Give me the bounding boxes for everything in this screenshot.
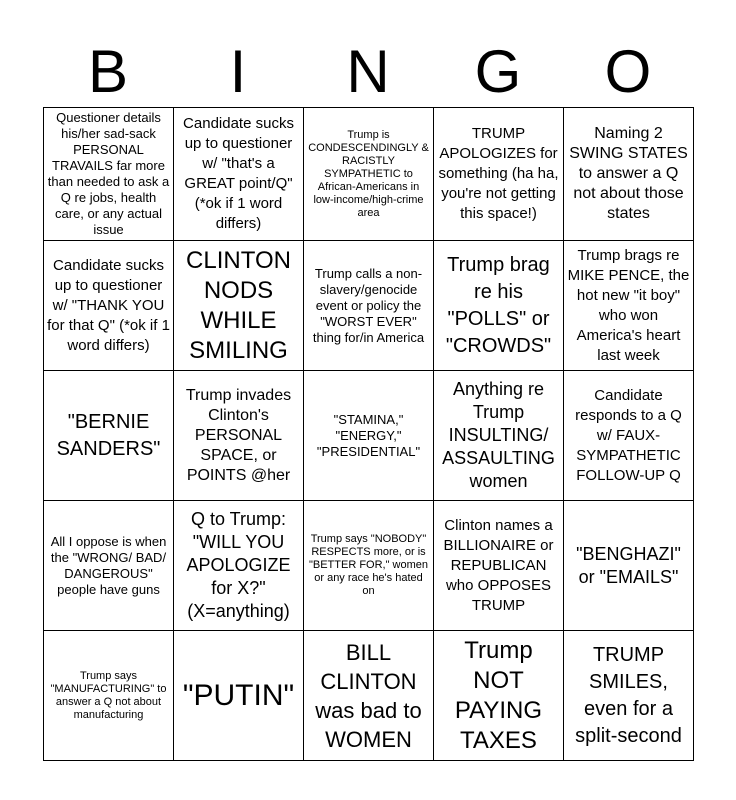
cell-text: TRUMP APOLOGIZES for something (ha ha, you're not getting this space!) xyxy=(438,125,559,222)
bingo-cell-5-4[interactable] xyxy=(434,631,564,761)
bingo-cell-1-4[interactable] xyxy=(434,108,564,241)
cell-text: Questioner details his/her sad-sack PERSONAL TRAVAILS far more than needed to ask a Q re jobs, health care, or any actual issue xyxy=(47,110,170,237)
cell-text: Naming 2 SWING STATES to answer a Q not about those states xyxy=(569,125,688,222)
bingo-cell-1-2[interactable] xyxy=(174,108,304,241)
cell-text: Trump brag re his "POLLS" or "CROWDS" xyxy=(445,253,552,357)
cell-text: Trump invades Clinton's PERSONAL SPACE, or POINTS @her xyxy=(185,386,292,484)
bingo-cell-4-3[interactable] xyxy=(304,501,434,631)
bingo-cell-3-1[interactable] xyxy=(44,371,174,501)
bingo-cell-3-3[interactable] xyxy=(304,371,434,501)
bingo-cell-3-2[interactable] xyxy=(174,371,304,501)
cell-text: Trump says "NOBODY" RESPECTS more, or is "BETTER FOR," women or any race he's hated on xyxy=(308,533,429,597)
cell-text: Trump brags re MIKE PENCE, the hot new "it boy" who won America's heart last week xyxy=(567,246,690,364)
bingo-title xyxy=(43,36,693,108)
bingo-row-3 xyxy=(44,371,694,501)
cell-text: CLINTON NODS WHILE SMILING xyxy=(186,246,291,364)
bingo-row-5 xyxy=(44,631,694,761)
cell-text: "BENGHAZI" or "EMAILS" xyxy=(576,543,681,587)
cell-text: "BERNIE SANDERS" xyxy=(56,410,161,460)
bingo-cell-2-1[interactable] xyxy=(44,241,174,371)
cell-text: "PUTIN" xyxy=(182,678,295,712)
cell-text: Candidate responds to a Q w/ FAUX-SYMPATHETIC FOLLOW-UP Q xyxy=(575,386,682,484)
bingo-grid xyxy=(43,107,694,761)
cell-text: Trump says "MANUFACTURING" to answer a Q not about manufacturing xyxy=(50,669,167,721)
bingo-cell-4-2[interactable] xyxy=(174,501,304,631)
cell-text: Candidate sucks up to questioner w/ "that's a GREAT point/Q" (*ok if 1 word differs) xyxy=(183,115,294,232)
bingo-cell-2-2[interactable] xyxy=(174,241,304,371)
cell-text: TRUMP SMILES, even for a split-second xyxy=(575,643,682,747)
title-letter-g: G xyxy=(474,38,522,105)
cell-text: Trump is CONDESCENDINGLY & RACISTLY SYMPATHETIC to African-Americans in low-income/high-crime area xyxy=(308,128,429,219)
title-letter-b: B xyxy=(87,38,129,105)
bingo-row-1 xyxy=(44,108,694,241)
bingo-cell-1-5[interactable] xyxy=(564,108,694,241)
bingo-cell-4-4[interactable] xyxy=(434,501,564,631)
bingo-cell-1-1[interactable] xyxy=(44,108,174,241)
bingo-row-4 xyxy=(44,501,694,631)
title-letter-o: O xyxy=(604,38,652,105)
bingo-cell-5-2[interactable] xyxy=(174,631,304,761)
bingo-cell-3-4[interactable] xyxy=(434,371,564,501)
bingo-cell-5-3[interactable] xyxy=(304,631,434,761)
cell-text: Clinton names a BILLIONAIRE or REPUBLICAN who OPPOSES TRUMP xyxy=(443,516,554,614)
cell-text: BILL CLINTON was bad to WOMEN xyxy=(315,639,422,752)
bingo-cell-5-5[interactable] xyxy=(564,631,694,761)
bingo-cell-5-1[interactable] xyxy=(44,631,174,761)
bingo-cell-3-5[interactable] xyxy=(564,371,694,501)
cell-text: Trump NOT PAYING TAXES xyxy=(454,636,543,754)
cell-text: Anything re Trump INSULTING/ ASSAULTING women xyxy=(442,379,555,491)
bingo-row-2 xyxy=(44,241,694,371)
bingo-cell-2-4[interactable] xyxy=(434,241,564,371)
cell-text: Trump calls a non-slavery/genocide event or policy the "WORST EVER" thing for/in America xyxy=(312,265,425,345)
title-letter-i: I xyxy=(229,38,247,105)
bingo-cell-4-5[interactable] xyxy=(564,501,694,631)
bingo-cell-4-1[interactable] xyxy=(44,501,174,631)
bingo-cell-2-5[interactable] xyxy=(564,241,694,371)
cell-text: "STAMINA," "ENERGY," "PRESIDENTIAL" xyxy=(316,411,421,459)
title-letter-n: N xyxy=(346,38,390,105)
bingo-cell-2-3[interactable] xyxy=(304,241,434,371)
cell-text: All I oppose is when the "WRONG/ BAD/ DANGEROUS" people have guns xyxy=(50,533,167,597)
cell-text: Candidate sucks up to questioner w/ "THANK YOU for that Q" (*ok if 1 word differs) xyxy=(47,256,170,354)
cell-text: Q to Trump: "WILL YOU APOLOGIZE for X?" (X=anything) xyxy=(186,509,291,621)
bingo-cell-1-3[interactable] xyxy=(304,108,434,241)
